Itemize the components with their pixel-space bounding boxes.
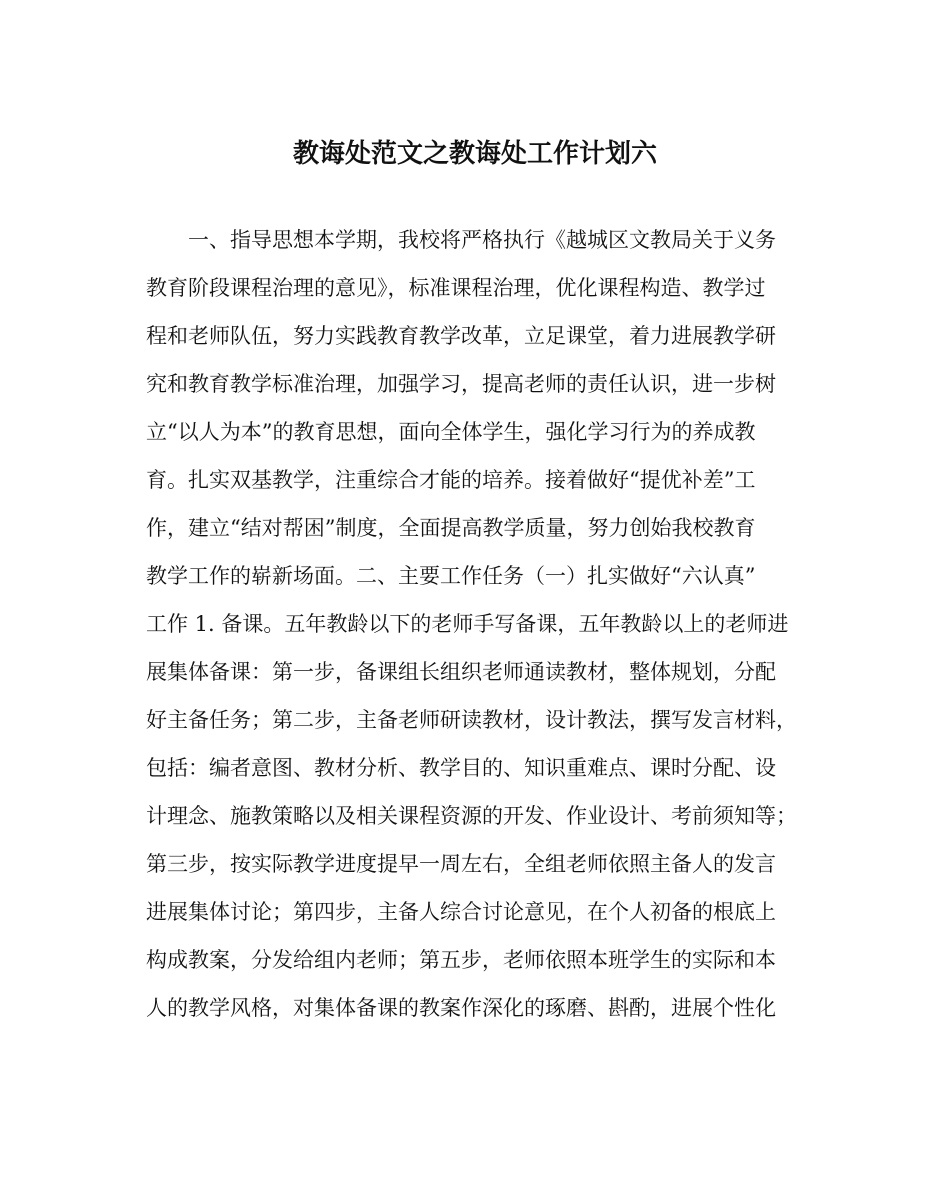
- body-line: 展集体备课：第一步，备课组长组织老师通读教材，整体规划，分配: [146, 660, 776, 684]
- body-line: 程和老师队伍，努力实践教育教学改革，立足课堂，着力进展教学研: [146, 324, 776, 348]
- body-line: 好主备任务；第二步，主备老师研读教材，设计教法，撰写发言材料，: [146, 708, 797, 732]
- document-title: 教诲处范文之教诲处工作计划六: [292, 139, 657, 169]
- body-line: 计理念、施教策略以及相关课程资源的开发、作业设计、考前须知等；: [146, 804, 797, 828]
- body-line: 进展集体讨论；第四步，主备人综合讨论意见，在个人初备的根底上: [146, 900, 776, 924]
- body-line: 作，建立“结对帮困”制度，全面提高教学质量，努力创始我校教育: [146, 516, 756, 540]
- body-line: 工作 1. 备课。五年教龄以下的老师手写备课，五年教龄以上的老师进: [146, 612, 789, 636]
- body-line: 人的教学风格，对集体备课的教案作深化的琢磨、斟酌，进展个性化: [146, 996, 776, 1020]
- body-line: 教育阶段课程治理的意见》，标准课程治理，优化课程构造、教学过: [146, 276, 766, 300]
- body-line: 第三步，按实际教学进度提早一周左右，全组老师依照主备人的发言: [146, 852, 776, 876]
- body-line: 育。扎实双基教学，注重综合才能的培养。接着做好“提优补差”工: [146, 468, 756, 492]
- body-line: 究和教育教学标准治理，加强学习，提高老师的责任认识，进一步树: [146, 372, 776, 396]
- document-body: [146, 224, 806, 1040]
- body-line: 一、指导思想本学期，我校将严格执行《越城区文教局关于义务: [188, 228, 776, 252]
- body-line: 立“以人为本”的教育思想，面向全体学生，强化学习行为的养成教: [146, 420, 756, 444]
- body-line: 包括：编者意图、教材分析、教学目的、知识重难点、课时分配、设: [146, 756, 776, 780]
- body-line: 教学工作的崭新场面。二、主要工作任务（一）扎实做好“六认真”: [146, 564, 756, 588]
- body-line: 构成教案，分发给组内老师；第五步，老师依照本班学生的实际和本: [146, 948, 776, 972]
